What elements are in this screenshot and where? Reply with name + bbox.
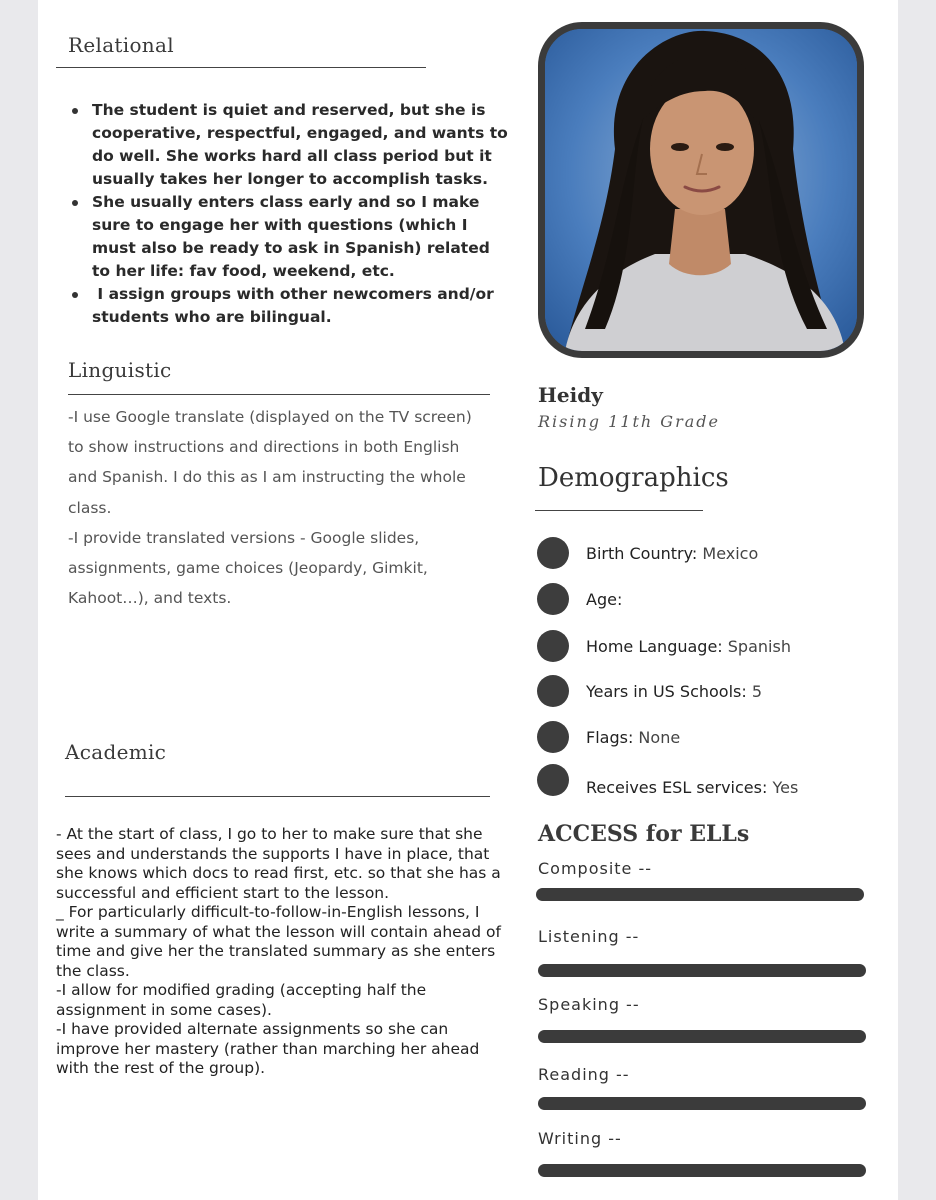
academic-divider [65,796,490,797]
student-grade: Rising 11th Grade [538,412,720,431]
linguistic-paragraph: -I provide translated versions - Google slides, assignments, game choices (Jeopardy, Gimkit, Kahoot…), and texts. [68,528,428,608]
demographic-value: 5 [746,682,763,701]
demographic-label: Birth Country: [586,544,698,563]
access-composite-label: Composite -- [538,859,653,878]
list-item: She usually enters class early and so I make sure to engage her with questions (which I must also be ready to ask in Spanish) related to her life: fav food, weekend, etc. [92,191,508,283]
demographics-divider [535,510,703,511]
bullet-circle-icon [537,764,569,796]
demographic-value: Spanish [722,637,791,656]
access-listening-bar [538,964,866,977]
demographic-value: Yes [767,778,799,797]
access-speaking-label: Speaking -- [538,995,640,1014]
relational-heading: Relational [68,33,174,57]
bullet-circle-icon [537,583,569,615]
academic-section [56,825,508,1079]
access-reading-label: Reading -- [538,1065,630,1084]
relational-list [68,99,508,329]
relational-section [68,99,508,329]
list-item: The student is quiet and reserved, but she is cooperative, respectful, engaged, and wants to do well. She works hard all class period but it usually takes her longer to accomplish tasks. [92,99,508,191]
access-reading-bar [538,1097,866,1110]
access-listening-label: Listening -- [538,927,640,946]
demographic-value: Mexico [697,544,759,563]
bullet-circle-icon [537,630,569,662]
profile-page [38,0,898,1200]
academic-paragraph: - At the start of class, I go to her to make sure that she sees and understands the supports I have in place, that she knows which docs to read first, etc. so that she has a successful and efficient start to the lesson. [56,825,501,902]
demographic-label: Receives ESL services: [586,778,768,797]
student-name: Heidy [538,383,603,407]
bullet-circle-icon [537,675,569,707]
demographic-label: Age: [586,590,623,609]
relational-divider [56,67,426,68]
academic-paragraph: -I have provided alternate assignments so she can improve her mastery (rather than marching her ahead with the rest of the group). [56,1020,480,1077]
linguistic-heading: Linguistic [68,358,172,382]
academic-paragraph: -I allow for modified grading (accepting half the assignment in some cases). [56,981,427,1019]
academic-heading: Academic [65,740,167,764]
bullet-circle-icon [537,537,569,569]
access-writing-label: Writing -- [538,1129,622,1148]
bullet-circle-icon [537,721,569,753]
list-item: I assign groups with other newcomers and/or students who are bilingual. [92,283,508,329]
demographic-label: Flags: [586,728,634,747]
demographic-label: Years in US Schools: [586,682,747,701]
access-heading: ACCESS for ELLs [538,821,750,847]
access-speaking-bar [538,1030,866,1043]
linguistic-section [68,402,473,613]
demographic-value: None [633,728,681,747]
demographics-heading: Demographics [538,463,729,493]
linguistic-paragraph: -I use Google translate (displayed on the TV screen) to show instructions and directions in both English and Spanish. I do this as I am instructing the whole class. [68,408,472,517]
portrait-image [545,29,857,351]
demographic-label: Home Language: [586,637,723,656]
linguistic-divider [68,394,490,395]
access-composite-bar [536,888,864,901]
access-writing-bar [538,1164,866,1177]
student-photo [538,22,864,358]
academic-paragraph: _ For particularly difficult-to-follow-in-English lessons, I write a summary of what the lesson will contain ahead of time and give her the translated summary as she enters the class. [56,903,501,980]
